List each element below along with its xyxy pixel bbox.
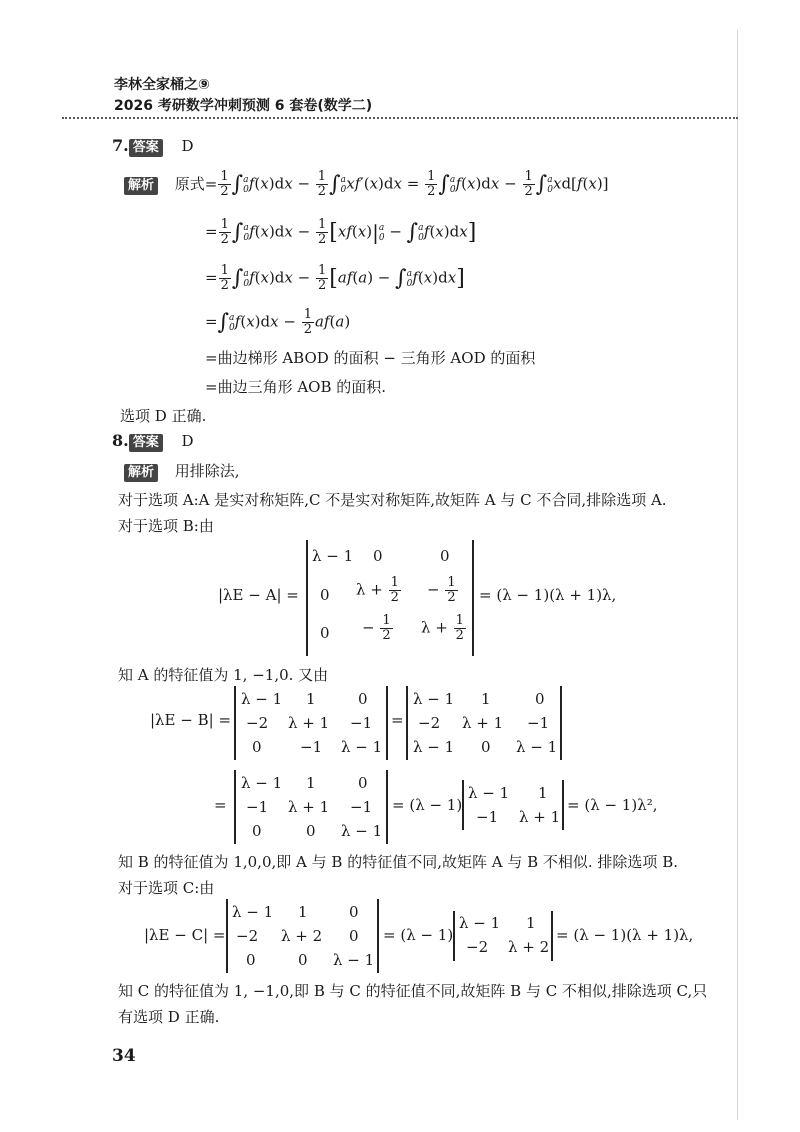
detB4-cell: 1	[538, 784, 548, 802]
q8-eigen-c-line2: 有选项 D 正确.	[118, 1008, 220, 1026]
detB3-cell: 0	[306, 822, 316, 840]
detB3-factor: = (λ − 1)	[392, 796, 463, 814]
detB3-cell: −1	[350, 798, 373, 816]
detB2-cell: λ − 1	[413, 738, 455, 756]
detC-cell: 1	[298, 903, 308, 921]
detB-rhs: = (λ − 1)λ²,	[567, 796, 658, 814]
header-book-title: 2026 考研数学冲刺预测 6 套卷(数学二)	[114, 98, 373, 114]
detA-cell: 0	[320, 624, 330, 642]
detB3-cell: λ + 1	[288, 798, 330, 816]
detB-cell: λ − 1	[241, 690, 283, 708]
detB2-cell: λ + 1	[462, 714, 504, 732]
detA-right-bar	[472, 540, 474, 656]
detA-cell: 0	[440, 547, 450, 565]
detB-cell: λ + 1	[288, 714, 330, 732]
detC-cell: −2	[236, 927, 259, 945]
detA-cell: λ + $\frac{1}{2}$	[421, 613, 464, 643]
detC2-right-bar	[551, 911, 553, 961]
detB-cell: −1	[350, 714, 373, 732]
detB2-left-bar	[406, 686, 408, 760]
detB3-left-bar	[234, 770, 236, 844]
detC2-cell: −2	[466, 938, 489, 956]
q7-step6: =曲边三角形 AOB 的面积.	[205, 378, 387, 396]
detC2-cell: λ + 2	[508, 938, 550, 956]
q7-answer: D	[181, 137, 194, 155]
detA-cell: λ − 1	[312, 547, 354, 565]
detB4-cell: λ + 1	[519, 808, 561, 826]
detB3-cell: 0	[358, 774, 368, 792]
detA-lhs: |λE − A| =	[218, 586, 299, 604]
q8-answer: D	[181, 432, 194, 450]
detC-cell: λ − 1	[333, 951, 375, 969]
detA-cell: λ + $\frac{1}{2}$	[356, 575, 399, 605]
detC-cell: λ + 2	[281, 927, 323, 945]
q7-step1: 解析 原式= $\frac{1}{2}$ ∫a 0f(x)dx − $\frac{1}{2}$ ∫a 0xf′(x)dx = $\frac{1}{2}$ ∫a 0f(x)dx − $\frac{1}{2}$ ∫a 0xd[f(x)]	[124, 170, 609, 199]
detC2-left-bar	[453, 911, 455, 961]
q7-answer-line	[112, 136, 194, 157]
detC-cell: λ − 1	[232, 903, 274, 921]
detB2-cell: −1	[527, 714, 550, 732]
q8-method: 用排除法,	[174, 462, 240, 480]
q8-eigen-a: 知 A 的特征值为 1, −1,0. 又由	[118, 666, 329, 684]
detA-left-bar	[306, 540, 308, 656]
detB-cell: 0	[358, 690, 368, 708]
detB3-cell: 0	[252, 822, 262, 840]
header-divider	[62, 117, 738, 119]
detB-cell: 0	[252, 738, 262, 756]
detC2-cell: λ − 1	[459, 914, 501, 932]
detC-lhs: |λE − C| =	[144, 926, 226, 944]
detB2-cell: 0	[481, 738, 491, 756]
q8-number: 8.	[112, 431, 129, 450]
detB-cell: −1	[300, 738, 323, 756]
detC-rhs: = (λ − 1)(λ + 1)λ,	[556, 926, 694, 944]
detB2-cell: −2	[418, 714, 441, 732]
q7-analysis-tag: 解析	[124, 177, 158, 195]
detA-cell: − $\frac{1}{2}$	[362, 613, 391, 643]
detA-cell: 0	[373, 547, 383, 565]
detC-left-bar	[226, 899, 228, 973]
detB4-cell: −1	[476, 808, 499, 826]
detA-cell: − $\frac{1}{2}$	[427, 575, 456, 605]
q7-step1-lhs: 原式=	[174, 174, 218, 193]
detC-factor: = (λ − 1)	[383, 926, 454, 944]
detC-cell: 0	[298, 951, 308, 969]
q8-method-line	[124, 460, 240, 482]
q8-eigen-b: 知 B 的特征值为 1,0,0,即 A 与 B 的特征值不同,故矩阵 A 与 B 不相似. 排除选项 B.	[118, 853, 678, 871]
detB3-right-bar	[386, 770, 388, 844]
detB3-cell: −1	[246, 798, 269, 816]
detB2-cell: λ − 1	[413, 690, 455, 708]
detB-cell: λ − 1	[341, 738, 383, 756]
detB-cell: −2	[246, 714, 269, 732]
detB3-equals: =	[214, 796, 227, 814]
detB-lhs: |λE − B| =	[150, 711, 232, 729]
q8-option-b-intro: 对于选项 B:由	[118, 517, 214, 535]
detC-cell: 0	[349, 903, 359, 921]
q7-answer-tag: 答案	[129, 139, 163, 157]
q7-conclusion: 选项 D 正确.	[120, 407, 207, 425]
q7-step5: =曲边梯形 ABOD 的面积 − 三角形 AOD 的面积	[205, 349, 536, 367]
detB2-cell: λ − 1	[516, 738, 558, 756]
detB2-cell: 0	[535, 690, 545, 708]
detC-right-bar	[377, 899, 379, 973]
detB3-cell: 1	[306, 774, 316, 792]
q7-step3: = $\frac{1}{2}$ ∫a 0f(x)dx − $\frac{1}{2}$ [af(a) − ∫a 0f(x)dx]	[205, 263, 465, 293]
detB3-cell: λ − 1	[341, 822, 383, 840]
q8-answer-line	[112, 431, 194, 452]
q7-step2: = $\frac{1}{2}$ ∫a 0f(x)dx − $\frac{1}{2}$ [xf(x)|a 0 − ∫a 0f(x)dx]	[205, 217, 477, 247]
margin-line	[737, 30, 738, 1120]
detB4-right-bar	[562, 780, 564, 830]
detB4-left-bar	[462, 780, 464, 830]
detB3-cell: λ − 1	[241, 774, 283, 792]
detA-rhs: = (λ − 1)(λ + 1)λ,	[479, 586, 617, 604]
q8-eigen-c-line1: 知 C 的特征值为 1, −1,0,即 B 与 C 的特征值不同,故矩阵 B 与 C 不相似,排除选项 C,只	[118, 982, 708, 1000]
page-number: 34	[112, 1046, 136, 1066]
q7-number: 7.	[112, 136, 129, 155]
header-series-title: 李林全家桶之⑨	[114, 77, 210, 93]
q8-option-c-intro: 对于选项 C:由	[118, 879, 215, 897]
q7-step4: =∫a 0f(x)dx − $\frac{1}{2}$ af(a)	[205, 307, 351, 337]
q8-analysis-tag: 解析	[124, 464, 158, 482]
detC-cell: 0	[349, 927, 359, 945]
detB-left-bar	[234, 686, 236, 760]
detB4-cell: λ − 1	[468, 784, 510, 802]
detB-cell: 1	[306, 690, 316, 708]
q8-answer-tag: 答案	[129, 434, 163, 452]
q8-option-a: 对于选项 A:A 是实对称矩阵,C 不是实对称矩阵,故矩阵 A 与 C 不合同,排除选项 A.	[118, 491, 667, 509]
detB-equals: =	[391, 711, 404, 729]
detB2-cell: 1	[481, 690, 491, 708]
detC2-cell: 1	[526, 914, 536, 932]
detC-cell: 0	[246, 951, 256, 969]
detB2-right-bar	[560, 686, 562, 760]
detA-cell: 0	[320, 586, 330, 604]
detB-right-bar	[386, 686, 388, 760]
